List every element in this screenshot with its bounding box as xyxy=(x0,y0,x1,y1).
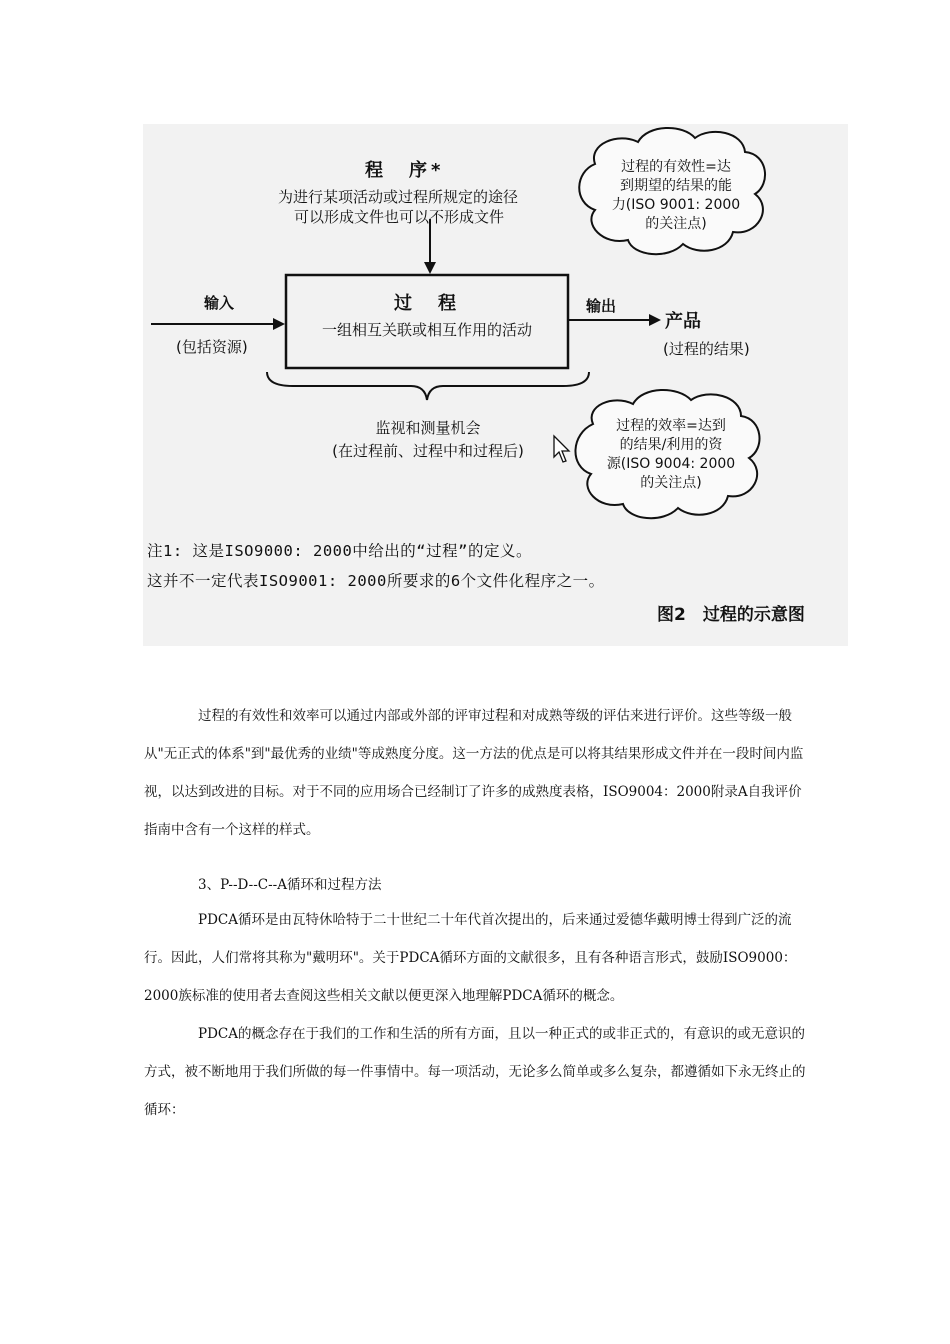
cloud-bottom-line: 的结果/利用的资 xyxy=(619,437,723,453)
paragraph-pdca-concept xyxy=(144,1015,810,1129)
section-heading-text: 3、P--D--C--A循环和过程方法 xyxy=(198,877,382,893)
program-desc-2: 可以形成文件也可以不形成文件 xyxy=(294,208,505,226)
cloud-top-line: 到期望的结果的能 xyxy=(620,178,732,194)
figure-note-1: 注1: 这是ISO9000: 2000中给出的“过程”的定义。 xyxy=(147,542,532,560)
program-title: 程 序* xyxy=(365,160,445,181)
monitor-brace xyxy=(267,372,589,400)
cloud-top-line: 过程的有效性=达 xyxy=(621,159,731,175)
cloud-top-line: 的关注点) xyxy=(645,216,707,232)
section-heading-pdca xyxy=(144,866,810,904)
paragraph-text: 过程的有效性和效率可以通过内部或外部的评审过程和对成熟等级的评估来进行评价。这些等级一般从"无正式的体系"到"最优秀的业绩"等成熟度分度。这一方法的优点是可以将其结果形成文件并在一段时间内监视，以达到改进的目标。对于不同的应用场合已经制订了许多的成熟度表格，ISO9004：2000附录A自我评价指南中含有一个这样的样式。 xyxy=(144,708,804,838)
figure-caption: 图2 过程的示意图 xyxy=(657,605,805,625)
efficiency-cloud-text xyxy=(591,417,751,493)
cloud-bottom-line: 的关注点) xyxy=(640,475,702,491)
paragraph-evaluation xyxy=(144,697,810,849)
monitor-note: (在过程前、过程中和过程后) xyxy=(332,442,524,460)
effectiveness-cloud-text xyxy=(596,158,756,234)
process-title: 过 程 xyxy=(394,293,460,314)
program-desc-1: 为进行某项活动或过程所规定的途径 xyxy=(278,188,519,206)
cloud-bottom-line: 过程的效率=达到 xyxy=(616,418,726,434)
product-label: 产品 xyxy=(665,311,701,332)
output-label: 输出 xyxy=(586,297,617,315)
program-arrowhead xyxy=(424,262,436,274)
figure-note-2: 这并不一定代表ISO9001: 2000所要求的6个文件化程序之一。 xyxy=(147,572,605,590)
monitor-label: 监视和测量机会 xyxy=(375,419,481,437)
input-arrowhead xyxy=(273,318,285,330)
input-note: (包括资源) xyxy=(176,338,248,356)
paragraph-pdca-history xyxy=(144,901,810,1015)
cloud-top-line: 力(ISO 9001: 2000 xyxy=(611,197,741,213)
paragraph-text: PDCA的概念存在于我们的工作和生活的所有方面，且以一种正式的或非正式的，有意识的或无意识的方式，被不断地用于我们所做的每一件事情中。每一项活动，无论多么简单或多么复杂，都遵循如下永无终止的循环： xyxy=(144,1026,806,1118)
input-label: 输入 xyxy=(204,294,235,312)
process-desc: 一组相互关联或相互作用的活动 xyxy=(321,321,532,339)
output-arrowhead xyxy=(649,314,661,326)
process-diagram-figure xyxy=(143,124,848,646)
product-note: (过程的结果) xyxy=(663,340,750,358)
paragraph-text: PDCA循环是由瓦特休哈特于二十世纪二十年代首次提出的，后来通过爱德华戴明博士得到广泛的流行。因此，人们常将其称为"戴明环"。关于PDCA循环方面的文献很多，且有各种语言形式，鼓励ISO9000：2000族标准的使用者去查阅这些相关文献以便更深入地理解PDCA循环的概念。 xyxy=(144,912,797,1004)
cloud-bottom-line: 源(ISO 9004: 2000 xyxy=(606,456,736,472)
